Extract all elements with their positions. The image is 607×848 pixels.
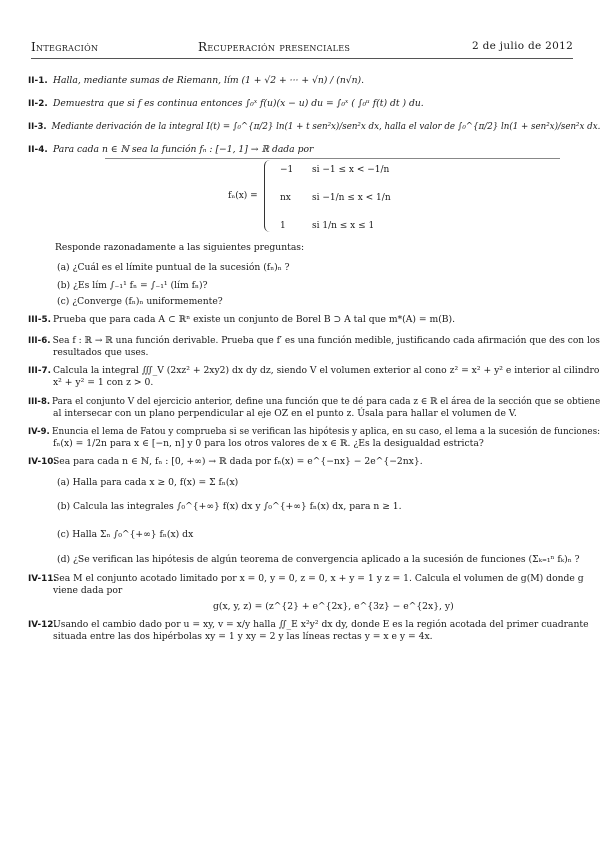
problem-III-8-line2: al intersecar con un plano perpendicular al eje OZ en el punto z. Úsala para hallar el volumen de V. [53, 408, 517, 419]
question-a: (a) ¿Cuál es el límite puntual de la sucesión (fₙ)ₙ ? [57, 262, 290, 273]
case-cond-2: si −1/n ≤ x < 1/n [312, 193, 391, 203]
q10-b: (b) Calcula las integrales ∫₀^{+∞} f(x) dx y ∫₀^{+∞} fₙ(x) dx, para n ≥ 1. [57, 501, 402, 512]
q10-c: (c) Halla Σₙ ∫₀^{+∞} fₙ(x) dx [57, 529, 194, 540]
case-value-2: nx [280, 193, 291, 203]
problem-IV-12-line2: situada entre las dos hipérbolas xy = 1 y xy = 2 y las líneas rectas y = x e y = 4x. [53, 631, 433, 642]
problem-II-1: II-1. Halla, mediante sumas de Riemann, lím (1 + √2 + ··· + √n) / (n√n). [28, 75, 365, 86]
problem-IV-11: IV-11.Sea M el conjunto acotado limitado por x = 0, y = 0, z = 0, x + y = 1 y z = 1. Calcula el volumen de g(M) donde g [28, 573, 584, 584]
case-value-3: 1 [280, 221, 286, 231]
problem-IV-11-line2: viene dada por [53, 585, 123, 596]
problem-III-8: III-8. Para el conjunto V del ejercicio anterior, define una función que te dé para cada z ∈ ℝ el área de la sección que se obtiene [28, 396, 601, 407]
problem-III-7-line2: x² + y² = 1 con z > 0. [53, 377, 154, 388]
piecewise-rule [105, 158, 560, 159]
problem-IV-9-line2: fₙ(x) = 1/2n para x ∈ [−n, n] y 0 para los otros valores de x ∈ ℝ. ¿Es la desigualdad estricta? [53, 438, 484, 449]
header-subject: Integración [31, 40, 99, 54]
piecewise-lhs: fₙ(x) = [228, 191, 258, 201]
problem-III-5: III-5. Prueba que para cada A ⊂ ℝⁿ existe un conjunto de Borel B ⊃ A tal que m*(A) = m(B). [28, 314, 456, 325]
header-date: 2 de julio de 2012 [472, 40, 574, 52]
problem-IV-9: IV-9. Enuncia el lema de Fatou y comprueba si se verifican las hipótesis y aplica, en su caso, el lema a la sucesión de funciones: [28, 426, 601, 437]
questions-intro: Responde razonadamente a las siguientes preguntas: [55, 242, 305, 253]
piecewise-brace [264, 160, 275, 232]
case-cond-1: si −1 ≤ x < −1/n [312, 165, 390, 175]
header-rule [31, 58, 573, 59]
problem-II-4: II-4. Para cada n ∈ ℕ sea la función fₙ : [−1, 1] → ℝ dada por [28, 144, 314, 155]
question-b: (b) ¿Es lím ∫₋₁¹ fₙ = ∫₋₁¹ (lím fₙ)? [57, 280, 208, 291]
case-value-1: −1 [280, 165, 294, 175]
g-definition: g(x, y, z) = (z^{2} + e^{2x}, e^{3z} − e^{2x}, y) [213, 601, 454, 612]
q10-d: (d) ¿Se verifican las hipótesis de algún teorema de convergencia aplicado a la sucesión de funciones (Σₖ₌₁ⁿ fₖ)ₙ ? [57, 554, 580, 565]
case-cond-3: si 1/n ≤ x ≤ 1 [312, 221, 375, 231]
problem-II-3: II-3. Mediante derivación de la integral I(t) = ∫₀^{π/2} ln(1 + t sen²x)/sen²x dx, halla el valor de ∫₀^{π/2} ln(1 + sen²x)/sen²x dx. [28, 121, 601, 132]
problem-II-2: II-2. Demuestra que si f es continua entonces ∫₀ˣ f(u)(x − u) du = ∫₀ˣ ( ∫₀ᵘ f(t) dt ) du. [28, 98, 424, 109]
header-title: Recuperación presenciales [198, 40, 351, 54]
problem-III-6: III-6. Sea f : ℝ → ℝ una función derivable. Prueba que f′ es una función medible, justificando cada afirmación que des con los [28, 335, 600, 346]
problem-IV-12: IV-12.Usando el cambio dado por u = xy, v = x/y halla ∬_E x²y² dx dy, donde E es la región acotada del primer cuadrante [28, 619, 589, 630]
problem-III-6-line2: resultados que uses. [53, 347, 149, 358]
q10-a: (a) Halla para cada x ≥ 0, f(x) = Σ fₙ(x) [57, 477, 239, 488]
problem-IV-10: IV-10.Sea para cada n ∈ ℕ, fₙ : [0, +∞) → ℝ dada por fₙ(x) = e^{−nx} − 2e^{−2nx}. [28, 456, 423, 467]
question-c: (c) ¿Converge (fₙ)ₙ uniformemente? [57, 296, 223, 307]
problem-III-7: III-7. Calcula la integral ∭_V (2xz² + 2xy2) dx dy dz, siendo V el volumen exterior al cono z² = x² + y² e interior al cilindro [28, 365, 600, 376]
